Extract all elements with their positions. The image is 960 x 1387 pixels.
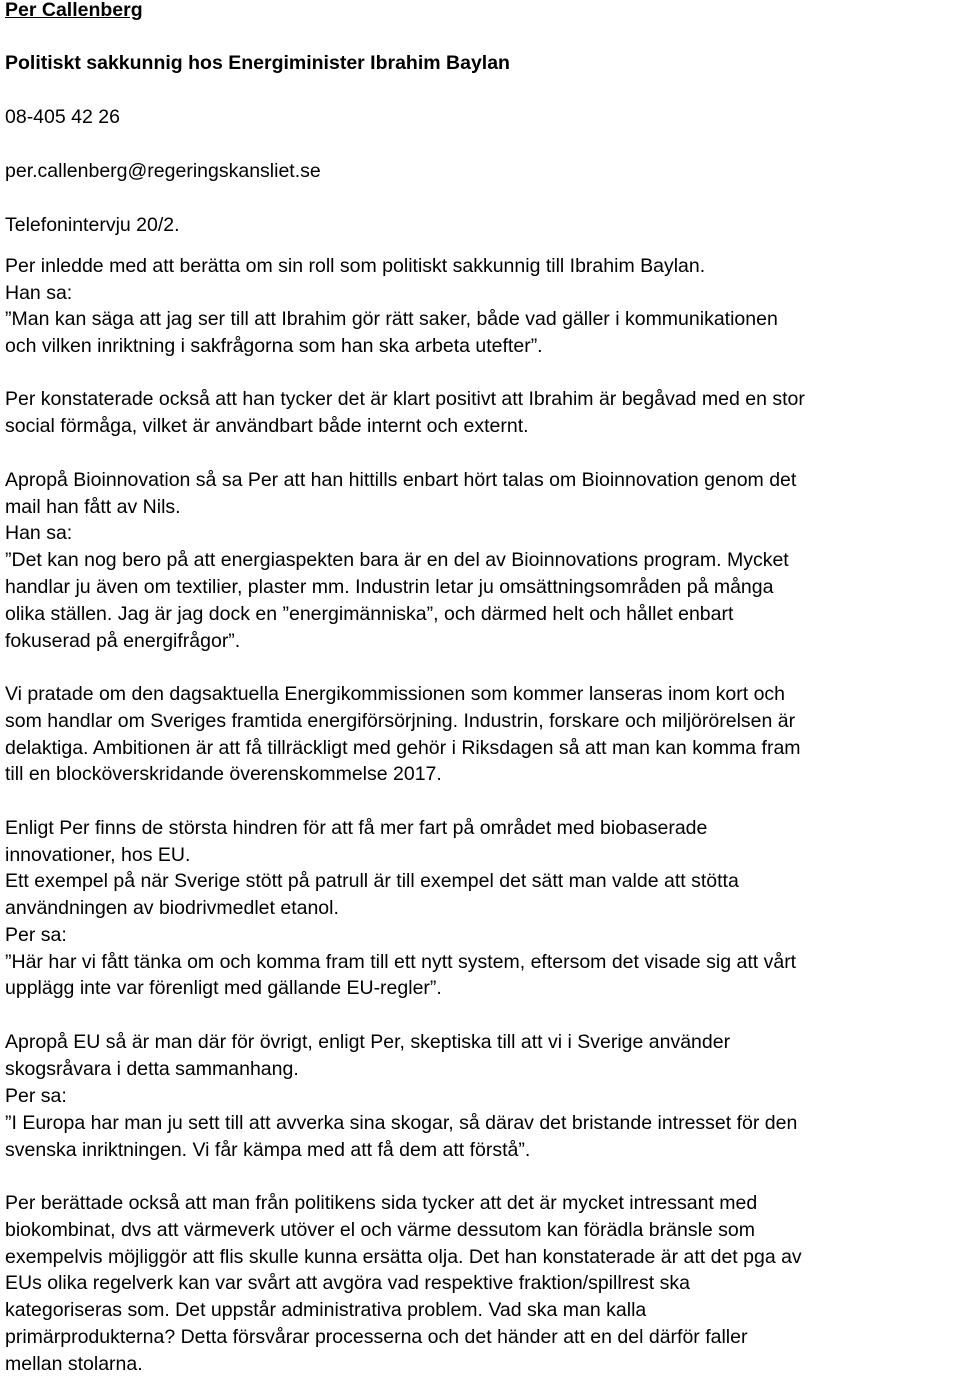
body-line: Apropå Bioinnovation så sa Per att han hittills enbart hört talas om Bioinnovation genom det	[5, 469, 797, 491]
body-line: Han sa:	[5, 282, 73, 304]
body-line: Per konstaterade också att han tycker det är klart positivt att Ibrahim är begåvad med en stor	[5, 388, 805, 410]
body-line: ”Det kan nog bero på att energiaspekten bara är en del av Bioinnovations program. Mycket	[5, 549, 789, 571]
body-line: användningen av biodrivmedlet etanol.	[5, 897, 339, 919]
body-line: som handlar om Sveriges framtida energiförsörjning. Industrin, forskare och miljörörelsen är	[5, 710, 796, 732]
body-line: social förmåga, vilket är användbart både internt och externt.	[5, 415, 529, 437]
body-line: delaktiga. Ambitionen är att få tillräckligt med gehör i Riksdagen så att man kan komma fram	[5, 737, 801, 759]
body-line: Ett exempel på när Sverige stött på patrull är till exempel det sätt man valde att stötta	[5, 870, 739, 892]
body-line: biokombinat, dvs att värmeverk utöver el och värme dessutom kan förädla bränsle som	[5, 1219, 756, 1241]
body-line: skogsråvara i detta sammanhang.	[5, 1058, 299, 1080]
body-line: svenska inriktningen. Vi får kämpa med att få dem att förstå”.	[5, 1139, 531, 1161]
email-address: per.callenberg@regeringskansliet.se	[5, 160, 321, 182]
body-line: exempelvis möjliggör att flis skulle kunna ersätta olja. Det han konstaterade är att det pga av	[5, 1246, 802, 1268]
body-line: Han sa:	[5, 522, 73, 544]
body-line: Enligt Per finns de största hindren för att få mer fart på området med biobaserade	[5, 817, 708, 839]
body-line: mellan stolarna.	[5, 1353, 143, 1375]
body-line: olika ställen. Jag är jag dock en ”energimänniska”, och därmed helt och hållet enbart	[5, 603, 734, 625]
person-name: Per Callenberg	[5, 0, 143, 21]
body-line: ”Här har vi fått tänka om och komma fram till ett nytt system, eftersom det visade sig att vårt	[5, 951, 797, 973]
interview-note: Telefonintervju 20/2.	[5, 214, 180, 236]
phone-number: 08-405 42 26	[5, 106, 120, 128]
body-line: Per berättade också att man från politikens sida tycker att det är mycket intressant med	[5, 1192, 758, 1214]
person-title: Politiskt sakkunnig hos Energiminister Ibrahim Baylan	[5, 52, 510, 74]
body-line: ”I Europa har man ju sett till att avverka sina skogar, så därav det bristande intresset för den	[5, 1112, 798, 1134]
body-line: handlar ju även om textilier, plaster mm. Industrin letar ju omsättningsområden på många	[5, 576, 774, 598]
body-line: fokuserad på energifrågor”.	[5, 630, 241, 652]
body-line: Per sa:	[5, 1085, 67, 1107]
body-line: primärprodukterna? Detta försvårar processerna och det händer att en del därför faller	[5, 1326, 748, 1348]
body-line: till en blocköverskridande överenskommelse 2017.	[5, 763, 442, 785]
body-line: och vilken inriktning i sakfrågorna som han ska arbeta utefter”.	[5, 335, 543, 357]
body-line: upplägg inte var förenligt med gällande EU-regler”.	[5, 977, 442, 999]
body-line: mail han fått av Nils.	[5, 496, 181, 518]
body-line: EUs olika regelverk kan var svårt att avgöra vad respektive fraktion/spillrest ska	[5, 1272, 690, 1294]
body-line: innovationer, hos EU.	[5, 844, 191, 866]
body-line: Per inledde med att berätta om sin roll som politiskt sakkunnig till Ibrahim Baylan.	[5, 255, 706, 277]
body-line: Per sa:	[5, 924, 67, 946]
body-line: Vi pratade om den dagsaktuella Energikommissionen som kommer lanseras inom kort och	[5, 683, 786, 705]
body-line: Apropå EU så är man där för övrigt, enligt Per, skeptiska till att vi i Sverige använder	[5, 1031, 731, 1053]
body-line: kategoriseras som. Det uppstår administrativa problem. Vad ska man kalla	[5, 1299, 647, 1321]
body-line: ”Man kan säga att jag ser till att Ibrahim gör rätt saker, både vad gäller i kommunikationen	[5, 308, 778, 330]
